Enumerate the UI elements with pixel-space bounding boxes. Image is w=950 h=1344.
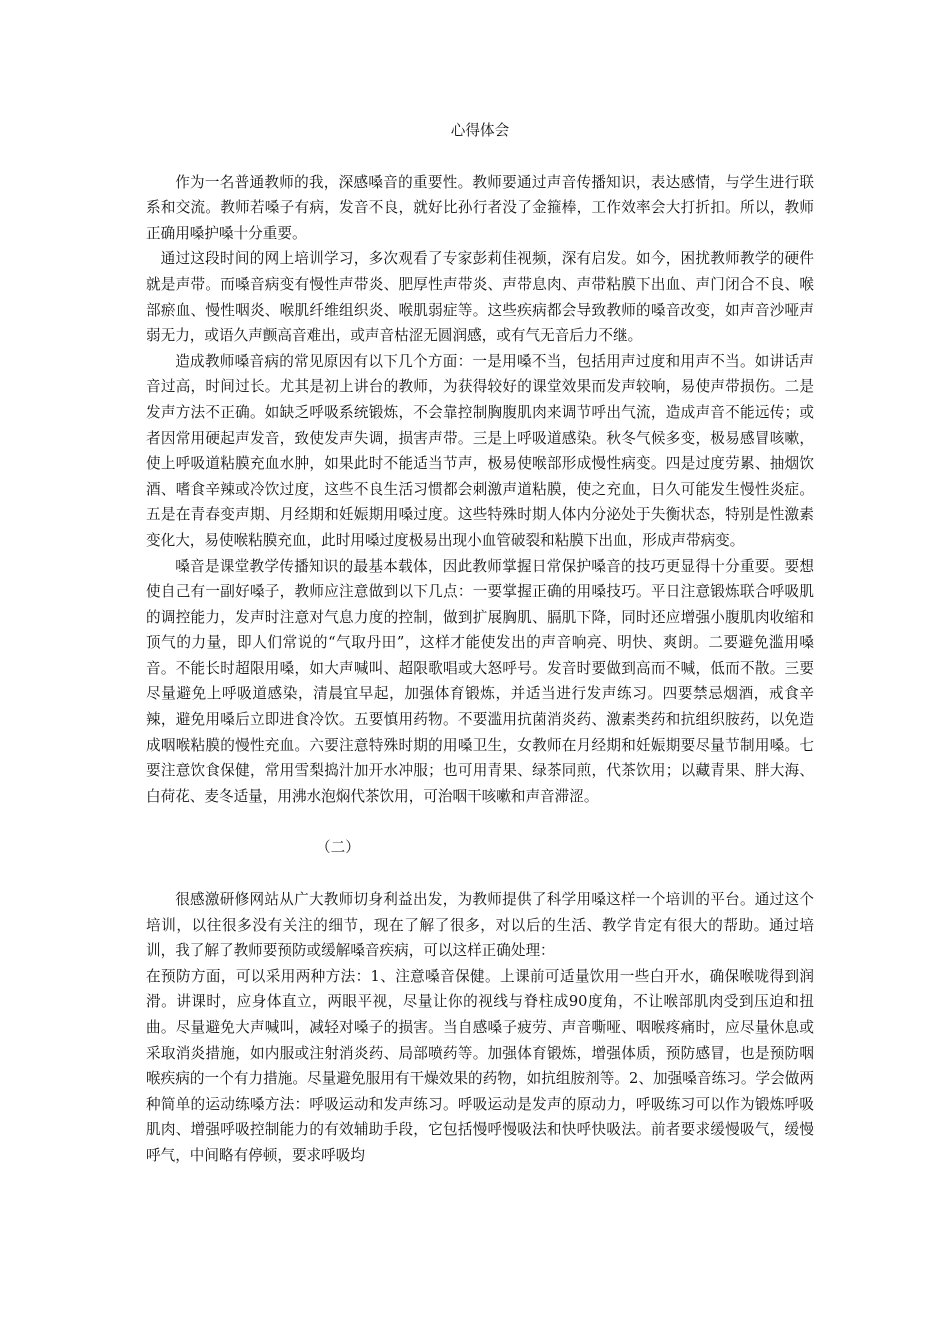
paragraph-1: 作为一名普通教师的我，深感嗓音的重要性。教师要通过声音传播知识，表达感情，与学生进行联系和交流。教师若嗓子有病，发音不良，就好比孙行者没了金箍棒，工作效率会大打折扣。所以，教师正确用嗓护嗓十分重要。 [146, 173, 814, 242]
document-title: 心得体会 [450, 122, 510, 139]
paragraph-4: 嗓音是课堂教学传播知识的最基本载体，因此教师掌握日常保护嗓音的技巧更显得十分重要。要想使自己有一副好嗓子，教师应注意做到以下几点：一要掌握正确的用嗓技巧。平日注意锻炼联合呼吸肌的调控能力，发声时注意对气息力度的控制，做到扩展胸肌、膈肌下降，同时还应增强小腹肌肉收缩和顶气的力量，即人们常说的“气取丹田”，这样才能使发出的声音响亮、明快、爽朗。二要避免滥用嗓音。不能长时超限用嗓，如大声喊叫、超限歌唱或大怒呼号。发音时要做到高而不喊，低而不散。三要尽量避免上呼吸道感染，清晨宜早起，加强体育锻炼，并适当进行发声练习。四要禁忌烟酒，戒食辛辣，避免用嗓后立即进食冷饮。五要慎用药物。不要滥用抗菌消炎药、激素类药和抗组织胺药，以免造成咽喉粘膜的慢性充血。六要注意特殊时期的用嗓卫生，女教师在月经期和妊娠期要尽量节制用嗓。七要注意饮食保健，常用雪梨捣汁加开水冲服；也可用青果、绿茶同煎，代茶饮用；以藏青果、胖大海、白荷花、麦冬适量，用沸水泡焖代茶饮用，可治咽干咳嗽和声音滞涩。 [146, 557, 814, 805]
paragraph-3: 造成教师嗓音病的常见原因有以下几个方面：一是用嗓不当，包括用声过度和用声不当。如讲话声音过高，时间过长。尤其是初上讲台的教师，为获得较好的课堂效果而发声较响，易使声带损伤。二是发声方法不正确。如缺乏呼吸系统锻炼，不会靠控制胸腹肌肉来调节呼出气流，造成声音不能远传；或者因常用硬起声发音，致使发声失调，损害声带。三是上呼吸道感染。秋冬气候多变，极易感冒咳嗽，使上呼吸道粘膜充血水肿，如果此时不能适当节声，极易使喉部形成慢性病变。四是过度劳累、抽烟饮酒、嗜食辛辣或冷饮过度，这些不良生活习惯都会刺激声道粘膜，使之充血，日久可能发生慢性炎症。五是在青春变声期、月经期和妊娠期用嗓过度。这些特殊时期人体内分泌处于失衡状态，特别是性激素变化大，易使喉粘膜充血，此时用嗓过度极易出现小血管破裂和粘膜下出血，形成声带病变。 [146, 352, 814, 549]
paragraph-6: 在预防方面，可以采用两种方法：1、注意嗓音保健。上课前可适量饮用一些白开水，确保喉咙得到润滑。讲课时，应身体直立，两眼平视，尽量让你的视线与脊柱成90度角，不让喉部肌肉受到压迫和扭曲。尽量避免大声喊叫，减轻对嗓子的损害。当自感嗓子疲劳、声音嘶哑、咽喉疼痛时，应尽量休息或采取消炎措施，如内服或注射消炎药、局部喷药等。加强体育锻炼，增强体质，预防感冒，也是预防咽喉疾病的一个有力措施。尽量避免服用有干燥效果的药物，如抗组胺剂等。2、加强嗓音练习。学会做两种简单的运动练嗓方法：呼吸运动和发声练习。呼吸运动是发声的原动力，呼吸练习可以作为锻炼呼吸肌肉、增强呼吸控制能力的有效辅助手段，它包括慢呼慢吸法和快呼快吸法。前者要求缓慢吸气，缓慢呼气，中间略有停顿，要求呼吸均 [146, 967, 814, 1164]
paragraph-5: 很感激研修网站从广大教师切身利益出发，为教师提供了科学用嗓这样一个培训的平台。通过这个培训，以往很多没有关注的细节，现在了解了很多，对以后的生活、教学肯定有很大的帮助。通过培训，我了解了教师要预防或缓解嗓音疾病，可以这样正确处理： [146, 891, 814, 960]
document-page [146, 118, 814, 1169]
section-heading: （二） [316, 839, 360, 857]
paragraph-2: 通过这段时间的网上培训学习，多次观看了专家彭莉佳视频，深有启发。如今，困扰教师教学的硬件就是声带。而嗓音病变有慢性声带炎、肥厚性声带炎、声带息肉、声带粘膜下出血、声门闭合不良、喉部瘀血、慢性咽炎、喉肌纤维组织炎、喉肌弱症等。这些疾病都会导致教师的嗓音改变，如声音沙哑声弱无力，或语久声颤高音难出，或声音枯涩无圆润感，或有气无音后力不继。 [146, 250, 814, 345]
